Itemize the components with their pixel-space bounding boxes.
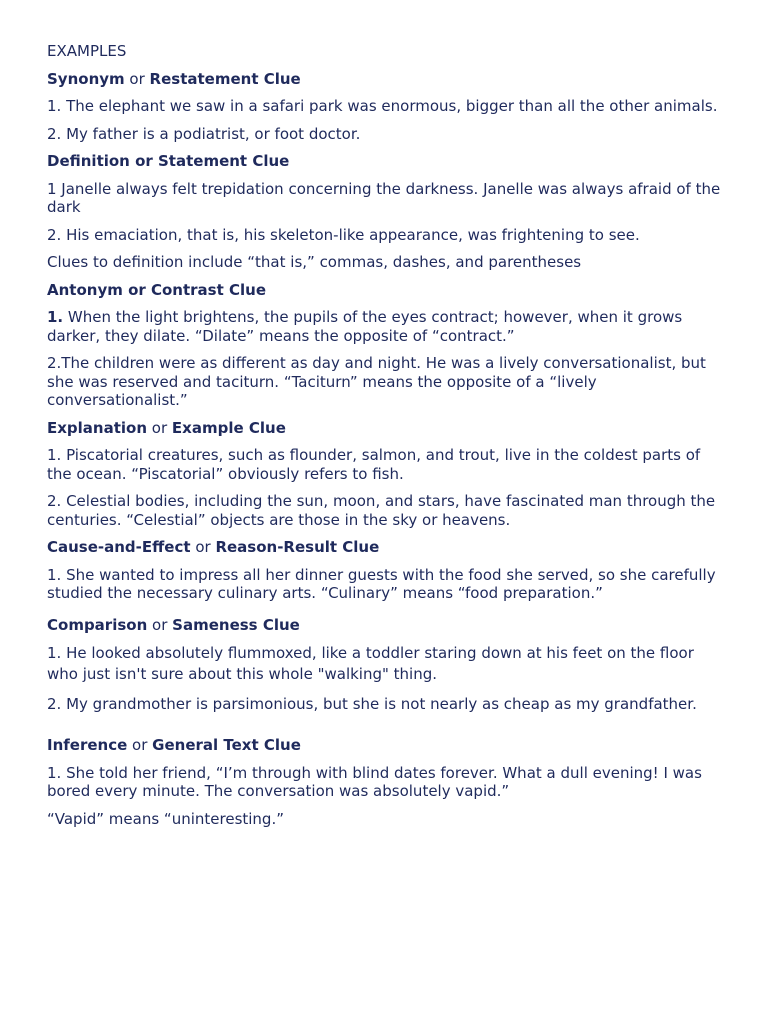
heading-part1: Explanation bbox=[47, 418, 148, 437]
example-paragraph: 2. His emaciation, that is, his skeleton-like appearance, was frightening to see. bbox=[47, 225, 640, 244]
example-paragraph bbox=[47, 308, 727, 345]
heading-joiner: or bbox=[147, 418, 172, 437]
example-paragraph: 2. Celestial bodies, including the sun, moon, and stars, have fascinated man through the centuries. “Celestial” objects are those in the sky or heavens. bbox=[47, 492, 716, 529]
example-paragraph: 1 Janelle always felt trepidation concerning the darkness. Janelle was always afraid of the dark bbox=[47, 179, 721, 216]
heading-part1: Inference bbox=[47, 736, 128, 754]
example-paragraph: 1. He looked absolutely flummoxed, like a toddler staring down at his feet on the floor who just isn't sure about this whole "walking" thing. bbox=[47, 644, 694, 683]
item-text: When the light brightens, the pupils of the eyes contract; however, when it grows darker, they dilate. “Dilate” means the opposite of “contract.” bbox=[47, 308, 683, 345]
section-heading-cause-effect bbox=[47, 538, 727, 557]
heading-full: Antonym or Contrast Clue bbox=[47, 280, 267, 299]
example-paragraph: 2.The children were as different as day and night. He was a lively conversationalist, but she was reserved and taciturn. “Taciturn” means the opposite of a “lively conversationalist.” bbox=[47, 354, 706, 409]
example-paragraph: 1. The elephant we saw in a safari park was enormous, bigger than all the other animals. bbox=[47, 97, 718, 115]
heading-joiner: or bbox=[190, 538, 216, 556]
heading-part2: Restatement Clue bbox=[149, 69, 301, 88]
example-paragraph: 2. My grandmother is parsimonious, but she is not nearly as cheap as my grandfather. bbox=[47, 695, 697, 713]
heading-joiner: or bbox=[124, 69, 150, 88]
heading-part1: Comparison bbox=[47, 615, 148, 634]
heading-part2: Sameness Clue bbox=[172, 615, 300, 634]
example-paragraph: 1. She wanted to impress all her dinner guests with the food she served, so she carefully studied the necessary culinary arts. “Culinary” means “food preparation.” bbox=[47, 565, 716, 602]
example-paragraph: 1. Piscatorial creatures, such as flounder, salmon, and trout, live in the coldest parts of the ocean. “Piscatorial” obviously refers to fish. bbox=[47, 446, 701, 483]
document-page bbox=[47, 42, 727, 837]
heading-part2: Reason-Result Clue bbox=[215, 538, 380, 556]
section-heading-synonym bbox=[47, 70, 727, 89]
definition-paragraph: “Vapid” means “uninteresting.” bbox=[47, 809, 284, 828]
heading-part2: Example Clue bbox=[171, 418, 286, 437]
section-heading-definition bbox=[47, 152, 727, 171]
section-heading-explanation bbox=[47, 419, 727, 438]
example-paragraph: 2. My father is a podiatrist, or foot doctor. bbox=[47, 124, 361, 143]
heading-joiner: or bbox=[127, 736, 153, 754]
heading-full: Definition or Statement Clue bbox=[47, 152, 290, 170]
page-title: EXAMPLES bbox=[47, 42, 127, 60]
heading-part2: General Text Clue bbox=[152, 736, 301, 754]
section-heading-antonym bbox=[47, 281, 727, 300]
section-heading-inference bbox=[47, 736, 727, 755]
heading-joiner: or bbox=[147, 615, 173, 634]
heading-part1: Cause-and-Effect bbox=[47, 538, 191, 556]
heading-part1: Synonym bbox=[47, 69, 125, 88]
item-number: 1. bbox=[47, 308, 64, 326]
note-paragraph: Clues to definition include “that is,” commas, dashes, and parentheses bbox=[47, 253, 582, 271]
section-heading-comparison bbox=[47, 616, 727, 635]
example-paragraph: 1. She told her friend, “I’m through with blind dates forever. What a dull evening! I was bored every minute. The conversation was absolutely vapid.” bbox=[47, 763, 702, 800]
